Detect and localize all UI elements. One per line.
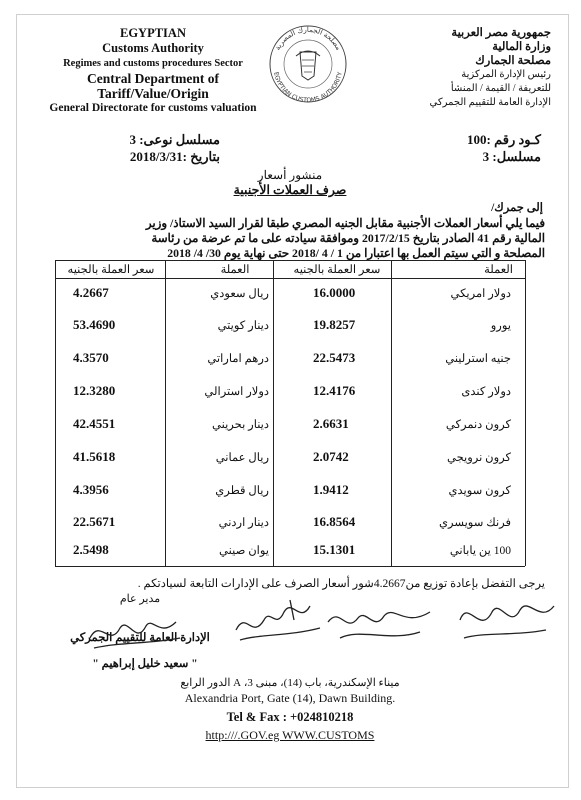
rate-value: 16.8564 bbox=[313, 514, 356, 529]
body-line: المالية رقم 41 الصادر بتاريخ 2017/2/15 وموافقة سيادته على ما تم عرضة من رئاسة bbox=[151, 231, 545, 245]
table-col-border bbox=[165, 260, 166, 566]
header-ar-line: وزارة المالية bbox=[492, 41, 551, 53]
handwritten-signature bbox=[450, 590, 560, 650]
rate-value: 15.1301 bbox=[313, 542, 356, 557]
serial-number: مسلسل: 3 bbox=[482, 149, 541, 164]
rate-value: 22.5473 bbox=[313, 350, 356, 365]
handwritten-signature bbox=[80, 608, 190, 658]
currency-name: دينار اردني bbox=[218, 517, 269, 529]
header-ar-line: جمهورية مصر العربية bbox=[451, 27, 551, 39]
currency-name: يوان صيني bbox=[219, 545, 269, 557]
rate-value: 22.5671 bbox=[73, 514, 116, 529]
table-col-border bbox=[525, 260, 526, 566]
table-header-border bbox=[55, 278, 525, 279]
distribution-note: يرجى التفضل بإعادة توزيع من4.2667شور أسعار الصرف على الإدارات التابعة لسيادتكم . bbox=[137, 578, 545, 590]
rate-value: 19.8257 bbox=[313, 317, 356, 332]
currency-name: درهم اماراتي bbox=[207, 353, 269, 365]
currency-name: دولار استرالي bbox=[204, 386, 269, 398]
table-col-border bbox=[273, 260, 274, 566]
issue-date: بتاريخ :2018/3/31 bbox=[129, 149, 220, 164]
header-rate-1: سعر العملة بالجنيه bbox=[293, 264, 381, 276]
footer-address-ar: ميناء الإسكندرية، باب (14)، مبنى 3، A الدور الرابع bbox=[180, 677, 400, 689]
rate-value: 53.4690 bbox=[73, 317, 116, 332]
table-col-border bbox=[55, 260, 56, 566]
header-ar-line: الإدارة العامة للتقييم الجمركي bbox=[429, 97, 551, 108]
footer-telfax: Tel & Fax : +024810218 bbox=[226, 710, 354, 724]
type-serial: مسلسل نوعى: 3 bbox=[129, 132, 220, 147]
rate-value: 4.3570 bbox=[73, 350, 109, 365]
exchange-rate-table bbox=[55, 260, 525, 566]
document-subtitle: صرف العملات الأجنبية bbox=[233, 183, 347, 197]
greeting: إلى جمرك/ bbox=[491, 202, 543, 214]
header-ar-line: رئيس الإدارة المركزية bbox=[461, 69, 551, 80]
table-col-border bbox=[391, 260, 392, 566]
currency-name: دولار امريكي bbox=[450, 288, 511, 300]
currency-name: جنيه استرليني bbox=[445, 353, 511, 365]
rate-value: 16.0000 bbox=[313, 285, 356, 300]
header-en-line: General Directorate for customs valuation bbox=[49, 102, 257, 114]
rate-value: 12.4176 bbox=[313, 383, 356, 398]
currency-name: دينار كويتي bbox=[217, 320, 269, 332]
currency-name: دولار كندى bbox=[461, 386, 511, 398]
currency-name: ريال سعودي bbox=[210, 288, 269, 300]
rate-value: 4.3956 bbox=[73, 482, 109, 497]
currency-name: دينار بحريني bbox=[212, 419, 269, 431]
header-en-line: EGYPTIAN bbox=[120, 26, 186, 40]
body-line: فيما يلي أسعار العملات الأجنبية مقابل الجنيه المصري طبقا لقرار السيد الاستاذ/ وزير bbox=[145, 216, 545, 230]
header-ar-line: للتعريفة / القيمة / المنشأ bbox=[450, 83, 551, 94]
currency-name: 100 ين ياباني bbox=[449, 545, 511, 557]
rate-value: 2.0742 bbox=[313, 449, 349, 464]
currency-name: ريال عماني bbox=[215, 452, 269, 464]
footer-address-en: Alexandria Port, Gate (14), Dawn Building. bbox=[184, 691, 396, 705]
rate-value: 2.6631 bbox=[313, 416, 349, 431]
currency-name: كرون سويدي bbox=[448, 485, 511, 497]
svg-text:مصلحة الجمارك المصرية: مصلحة الجمارك المصرية bbox=[273, 25, 343, 52]
header-en-line: Central Department of bbox=[87, 71, 219, 86]
handwritten-signature bbox=[320, 598, 440, 648]
customs-seal-logo bbox=[266, 20, 350, 108]
currency-name: يورو bbox=[490, 320, 511, 332]
rate-value: 2.5498 bbox=[73, 542, 109, 557]
table-bottom-border bbox=[55, 566, 525, 567]
header-ar-line: مصلحة الجمارك bbox=[475, 55, 551, 67]
svg-text:EGYPTIAN CUSTOMS AUTHORITY: EGYPTIAN CUSTOMS AUTHORITY bbox=[272, 71, 344, 105]
document-title: منشور أسعار bbox=[257, 168, 323, 182]
header-ar bbox=[351, 26, 551, 110]
rate-value: 12.3280 bbox=[73, 383, 116, 398]
header-currency-1: العملة bbox=[484, 264, 513, 276]
header-currency-2: العملة bbox=[220, 264, 250, 276]
rate-value: 4.2667 bbox=[73, 285, 109, 300]
rate-value: 41.5618 bbox=[73, 449, 116, 464]
currency-name: كرون دنمركي bbox=[445, 419, 511, 431]
currency-name: ريال قطري bbox=[215, 485, 269, 497]
body-line: المصلحة و التي سيتم العمل بها اعتبارا من 1 / 4 /2018 حتى نهاية يوم 30/ 4/ 2018 bbox=[167, 246, 545, 260]
rate-value: 42.4551 bbox=[73, 416, 116, 431]
currency-name: فرنك سويسري bbox=[439, 517, 511, 529]
table-top-border bbox=[55, 260, 525, 261]
header-en-line: Tariff/Value/Origin bbox=[97, 86, 209, 101]
code-number: كـود رقم :100 bbox=[467, 132, 541, 147]
signatory-name: " سعيد خليل إبراهيم " bbox=[92, 658, 198, 670]
footer-website-link[interactable]: http:///.GOV.eg WWW.CUSTOMS bbox=[205, 728, 375, 742]
signatory-dept: الإدارة العامة للتقييم الجمركي bbox=[70, 632, 210, 644]
header-en bbox=[28, 26, 278, 116]
handwritten-signature bbox=[230, 590, 330, 650]
rate-value: 1.9412 bbox=[313, 482, 349, 497]
currency-name: كرون نرويجي bbox=[446, 452, 511, 464]
header-en-line: Regimes and customs procedures Sector bbox=[63, 58, 243, 69]
signatory-title: مدير عام bbox=[119, 593, 161, 605]
header-en-line: Customs Authority bbox=[102, 41, 204, 55]
header-rate-2: سعر العملة بالجنيه bbox=[67, 264, 155, 276]
